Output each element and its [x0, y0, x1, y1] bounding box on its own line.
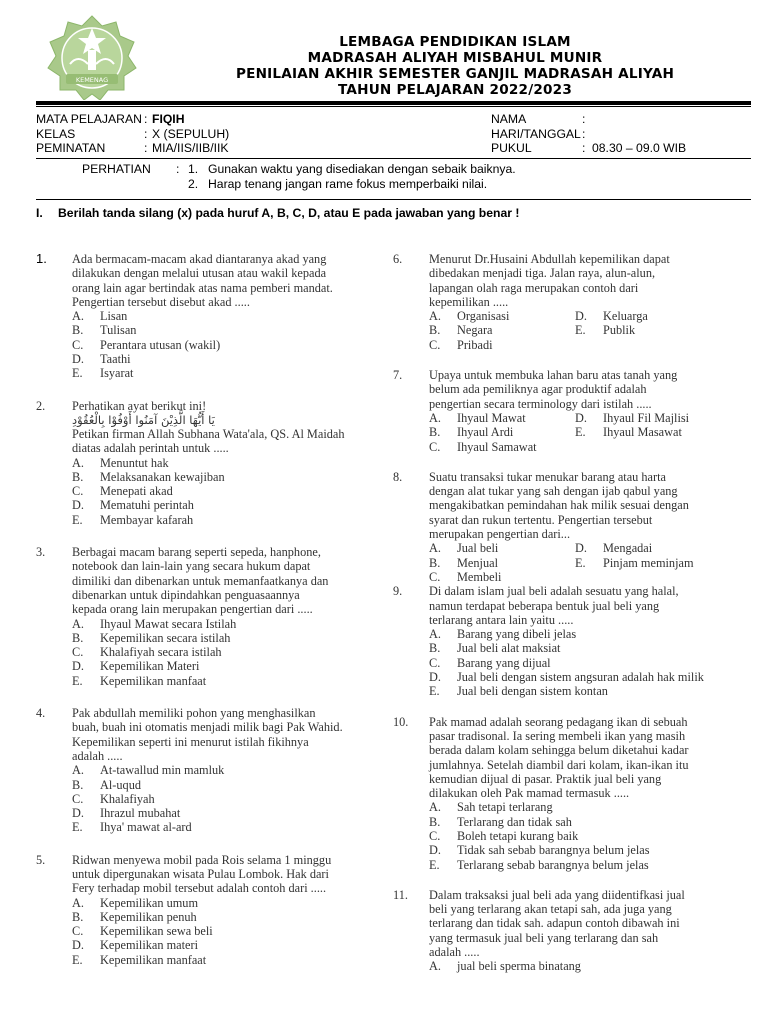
option-letter: C.	[429, 337, 441, 352]
question-text	[429, 470, 765, 541]
option-letter: A.	[429, 800, 441, 815]
info-label: MATA PELAJARAN	[36, 112, 142, 126]
question-line: mengakibatkan pemindahan hak milik sesuai dengan	[429, 498, 689, 513]
info-row-name	[491, 112, 686, 127]
option-text: Isyarat	[100, 366, 134, 381]
option-row	[429, 556, 765, 570]
option-text: Ihyaul Fil Majlisi	[603, 410, 690, 425]
option-e[interactable]	[72, 674, 386, 688]
question-11	[393, 888, 765, 974]
question-text	[72, 706, 386, 763]
option-letter: A.	[72, 616, 84, 631]
question-line: dilakukan dengan melalui utusan atau wakil kepada	[72, 266, 327, 281]
question-line: lapangan olah raga merupakan contoh dari	[429, 280, 639, 295]
option-text: Al-uqud	[100, 777, 141, 792]
option-b[interactable]	[429, 323, 575, 337]
option-b[interactable]	[72, 910, 386, 924]
option-b[interactable]	[429, 556, 575, 570]
info-sep: :	[144, 112, 148, 126]
option-letter: D.	[575, 541, 587, 556]
option-c[interactable]	[429, 338, 575, 352]
arabic-verse: يَا أَيُّهَا الَّذِيْنَ آمَنُوا أَوْفُوْا بِالْعُقُوْدِ	[72, 412, 215, 427]
info-sep: :	[582, 141, 586, 155]
header-line-3: PENILAIAN AKHIR SEMESTER GANJIL MADRASAH ALIYAH	[235, 66, 675, 82]
question-line: berada dalam kolam sehingga belum diketahui kadar	[429, 743, 689, 758]
option-d[interactable]	[72, 352, 386, 366]
option-text: Barang yang dijual	[457, 655, 551, 670]
question-text	[429, 368, 765, 411]
info-value-time: 08.30 – 09.0 WIB	[592, 141, 687, 155]
option-text: Ihyaul Masawat	[603, 425, 682, 440]
notice-num: 2.	[188, 176, 199, 191]
info-label: NAMA	[491, 112, 527, 126]
option-letter: E.	[575, 555, 586, 570]
question-line: Upaya untuk membuka lahan baru atas tanah yang	[429, 368, 678, 383]
option-letter: B.	[72, 469, 84, 484]
question-line: belum ada pemiliknya agar produktif adalah	[429, 382, 647, 397]
option-d[interactable]	[72, 498, 386, 512]
option-a[interactable]	[429, 541, 575, 555]
option-letter: A.	[429, 410, 441, 425]
notice-num: 1.	[188, 162, 199, 176]
question-line: dilakukan oleh Pak mamad termasuk .....	[429, 786, 630, 801]
exam-info-right	[491, 112, 686, 156]
option-text: Kepemilikan manfaat	[100, 952, 207, 967]
option-b[interactable]	[72, 323, 386, 337]
question-number: 1.	[36, 251, 47, 266]
question-line: kemudian dijual di pasar. Praktik jual beli yang	[429, 771, 662, 786]
option-e[interactable]	[72, 953, 386, 967]
option-letter: E.	[575, 425, 586, 440]
option-letter: E.	[72, 673, 83, 688]
question-line: orang lain agar bertindak atas nama pemberi mandat.	[72, 280, 333, 295]
option-e[interactable]	[429, 684, 765, 698]
question-number: 6.	[393, 252, 403, 266]
option-d[interactable]	[429, 843, 765, 857]
question-7	[393, 368, 765, 454]
option-a[interactable]	[72, 763, 386, 777]
option-row	[429, 323, 765, 337]
notice-label: PERHATIAN	[82, 162, 151, 176]
question-number: 11.	[393, 887, 408, 902]
option-letter: A.	[429, 541, 441, 556]
option-c[interactable]	[429, 440, 575, 454]
option-text: Kepemilikan materi	[100, 938, 198, 953]
info-value-major: MIA/IIS/IIB/IIK	[152, 141, 229, 155]
question-line: Suatu transaksi tukar menukar barang atau harta	[429, 469, 666, 484]
question-line: Berbagai macam barang seperti sepeda, hanphone,	[72, 545, 321, 560]
question-line: dibedakan menjadi tiga. Jalan raya, alun-alun,	[429, 266, 656, 281]
notice-text: Gunakan waktu yang disediakan dengan sebaik baiknya.	[208, 162, 516, 176]
question-10	[393, 715, 765, 872]
option-d[interactable]	[575, 541, 721, 555]
question-line: adalah .....	[429, 945, 480, 960]
option-letter: A.	[72, 763, 84, 778]
option-letter: C.	[72, 645, 84, 660]
question-text-continued	[72, 427, 386, 456]
option-row	[429, 425, 765, 439]
info-row-class	[36, 127, 229, 142]
option-letter: E.	[72, 952, 83, 967]
option-letter: B.	[72, 777, 84, 792]
option-e[interactable]	[429, 858, 765, 872]
question-number: 9.	[393, 584, 403, 599]
question-line: syarat dan rukun tertentu. Pengertian tersebut	[429, 512, 653, 527]
option-text: Melaksanakan kewajiban	[100, 469, 225, 484]
option-letter: C.	[429, 569, 441, 584]
option-d[interactable]	[575, 411, 721, 425]
question-line: namun terdapat beberapa bentuk jual beli yang	[429, 598, 660, 613]
option-a[interactable]	[72, 309, 386, 323]
section-number: I.	[36, 206, 43, 220]
option-e[interactable]	[72, 366, 386, 380]
question-line: yang termasuk jual beli yang terlarang dan sah	[429, 930, 659, 945]
option-c[interactable]	[429, 829, 765, 843]
option-text: Lisan	[100, 309, 128, 324]
question-number: 2.	[36, 398, 46, 413]
option-row	[429, 338, 765, 352]
option-c[interactable]	[72, 338, 386, 352]
option-row	[429, 411, 765, 425]
option-text: jual beli sperma binatang	[457, 959, 581, 974]
question-line: Pak mamad adalah seorang pedagang ikan di sebuah	[429, 714, 688, 729]
question-line: Kepemilikan seperti ini menurut istilah fikihnya	[72, 734, 309, 749]
question-line: Ada bermacam-macam akad diantaranya akad yang	[72, 252, 327, 266]
option-text: Jual beli dengan sistem angsuran adalah hak milik	[457, 670, 704, 685]
info-row-subject	[36, 112, 229, 127]
question-number: 4.	[36, 706, 46, 721]
question-line: diatas adalah perintah untuk .....	[72, 441, 229, 456]
option-text: Ihrazul mubahat	[100, 806, 181, 821]
question-line: pasar tradisonal. Ia sering membeli ikan yang masih	[429, 728, 686, 743]
option-letter: D.	[429, 670, 441, 685]
option-b[interactable]	[429, 425, 575, 439]
option-letter: B.	[72, 323, 84, 338]
option-text: Ihyaul Mawat	[457, 410, 526, 425]
option-c[interactable]	[429, 570, 575, 584]
question-text	[429, 584, 765, 627]
option-letter: E.	[72, 366, 83, 381]
question-line: Di dalam islam jual beli adalah sesuatu yang halal,	[429, 584, 679, 599]
notice-text: Harap tenang jangan rame fokus memperbaiki nilai.	[208, 176, 488, 191]
madrasah-logo	[44, 14, 140, 100]
option-letter: E.	[72, 820, 83, 835]
info-sep: :	[144, 126, 148, 141]
question-text	[72, 399, 386, 413]
option-text: Ihya' mawat al-ard	[100, 820, 192, 835]
logo-text: KEMENAG	[75, 76, 109, 84]
header-line-1: LEMBAGA PENDIDIKAN ISLAM	[339, 34, 571, 50]
info-row-major	[36, 141, 229, 156]
info-divider	[36, 158, 751, 159]
option-letter: D.	[72, 498, 84, 513]
option-text: Tidak sah sebab barangnya belum jelas	[457, 843, 650, 858]
header-divider-thin	[36, 106, 751, 107]
option-text: Kepemilikan penuh	[100, 909, 197, 924]
question-text	[72, 853, 386, 896]
option-letter: D.	[72, 938, 84, 953]
option-letter: C.	[72, 484, 84, 499]
option-c[interactable]	[72, 484, 386, 498]
notice-block	[82, 162, 516, 191]
option-b[interactable]	[72, 631, 386, 645]
question-number: 7.	[393, 368, 403, 383]
question-5	[36, 853, 386, 967]
option-text: Keluarga	[603, 309, 648, 324]
option-letter: E.	[72, 512, 83, 527]
question-line: buah, buah ini otomatis menjadi milik bagi Pak Wahid.	[72, 720, 343, 735]
info-label: PEMINATAN	[36, 141, 106, 155]
option-letter: B.	[72, 630, 84, 645]
option-text: Menuntut hak	[100, 455, 169, 470]
question-line: beli yang terlarang akan tetapi sah, ada juga yang	[429, 902, 672, 917]
info-value-class: X (SEPULUH)	[152, 126, 230, 141]
question-text	[429, 252, 765, 309]
option-text: Membeli	[457, 569, 502, 584]
option-letter: E.	[429, 684, 440, 699]
header-line-2: MADRASAH ALIYAH MISBAHUL MUNIR	[307, 50, 603, 66]
option-letter: C.	[72, 337, 84, 352]
question-line: Dalam traksaksi jual beli ada yang diidentifkasi jual	[429, 887, 685, 902]
questions-left-column	[36, 252, 386, 967]
option-d[interactable]	[72, 938, 386, 952]
option-text: Membayar kafarah	[100, 512, 194, 527]
option-letter: C.	[72, 924, 84, 939]
section-instruction	[36, 206, 519, 220]
option-a[interactable]	[429, 800, 765, 814]
info-sep: :	[582, 112, 586, 126]
question-line: Ridwan menyewa mobil pada Rois selama 1 minggu	[72, 852, 332, 867]
question-number: 10.	[393, 714, 409, 729]
option-letter: C.	[72, 791, 84, 806]
option-letter: A.	[72, 309, 84, 324]
option-d[interactable]	[575, 309, 721, 323]
question-line: kepemilikan .....	[429, 294, 509, 309]
question-line: merupakan pengertian dari...	[429, 527, 571, 542]
option-text: Khalafiyah	[100, 791, 155, 806]
school-header	[150, 34, 760, 98]
question-8	[393, 470, 765, 584]
option-c[interactable]	[429, 656, 765, 670]
question-line: Pengertian tersebut disebut akad .....	[72, 294, 250, 309]
option-a[interactable]	[72, 617, 386, 631]
option-letter: D.	[72, 352, 84, 367]
question-text	[429, 715, 765, 801]
option-text: Mematuhi perintah	[100, 498, 194, 513]
option-text: Jual beli	[457, 541, 499, 556]
info-row-date	[491, 127, 686, 142]
option-a[interactable]	[429, 627, 765, 641]
option-letter: D.	[575, 410, 587, 425]
option-text: Taathi	[100, 352, 131, 367]
option-letter: C.	[429, 655, 441, 670]
question-line: dibenarkan untuk dipindahkan penguasaannya	[72, 587, 300, 602]
option-e[interactable]	[72, 820, 386, 834]
option-text: Kepemilikan sewa beli	[100, 924, 213, 939]
info-value-subject: FIQIH	[152, 112, 185, 126]
question-number: 3.	[36, 545, 46, 560]
question-2	[36, 399, 386, 527]
option-letter: D.	[72, 659, 84, 674]
question-number: 5.	[36, 852, 46, 867]
option-text: Perantara utusan (wakil)	[100, 337, 221, 352]
option-row	[429, 541, 765, 555]
info-sep: :	[582, 126, 586, 141]
option-row	[429, 440, 765, 454]
option-e[interactable]	[72, 513, 386, 527]
question-line: untuk dipergunakan wisata Pulau Lombok. Hak dari	[72, 866, 329, 881]
option-text: Pinjam meminjam	[603, 555, 694, 570]
option-text: Kepemilikan secara istilah	[100, 630, 231, 645]
question-line: pengertian secara terminology dari istilah .....	[429, 396, 652, 411]
option-letter: B.	[429, 641, 441, 656]
instruction-text: Berilah tanda silang (x) pada huruf A, B, C, D, atau E pada jawaban yang benar !	[58, 206, 520, 220]
option-c[interactable]	[72, 645, 386, 659]
option-b[interactable]	[429, 815, 765, 829]
notice-sep: :	[176, 162, 180, 176]
option-letter: C.	[429, 828, 441, 843]
option-letter: A.	[429, 959, 441, 974]
question-6	[393, 252, 765, 352]
option-e[interactable]	[575, 323, 721, 337]
option-text: Kepemilikan manfaat	[100, 673, 207, 688]
option-b[interactable]	[72, 470, 386, 484]
option-text: Mengadai	[603, 541, 653, 556]
option-letter: B.	[429, 814, 441, 829]
option-text: Terlarang sebab barangnya belum jelas	[457, 857, 649, 872]
notice-row-1	[82, 162, 516, 177]
question-line: dimiliki dan dibenarkan untuk memanfaatkanya dan	[72, 573, 329, 588]
question-line: jumlahnya. Setelah diambil dari kolam, ikan-ikan itu	[429, 757, 689, 772]
option-a[interactable]	[429, 411, 575, 425]
question-1	[36, 252, 386, 381]
option-letter: A.	[429, 309, 441, 324]
option-text: Kepemilikan umum	[100, 895, 199, 910]
option-row	[429, 309, 765, 323]
option-e[interactable]	[575, 556, 721, 570]
option-letter: B.	[72, 909, 84, 924]
option-text: Jual beli dengan sistem kontan	[457, 684, 608, 699]
option-a[interactable]	[72, 896, 386, 910]
option-text: Boleh tetapi kurang baik	[457, 828, 579, 843]
info-sep: :	[144, 141, 148, 155]
info-label: PUKUL	[491, 141, 532, 155]
option-text: Pribadi	[457, 337, 493, 352]
option-letter: D.	[72, 806, 84, 821]
option-letter: B.	[429, 323, 441, 338]
option-letter: C.	[429, 439, 441, 454]
option-a[interactable]	[429, 309, 575, 323]
header-line-4: TAHUN PELAJARAN 2022/2023	[337, 82, 572, 98]
question-line: terlarang dan tidak sah. adapun contoh dibawah ini	[429, 916, 680, 931]
option-text: Barang yang dibeli jelas	[457, 627, 577, 642]
question-4	[36, 706, 386, 835]
option-a[interactable]	[429, 959, 765, 973]
question-line: Fery terhadap mobil tersebut adalah contoh dari .....	[72, 881, 327, 896]
option-c[interactable]	[72, 792, 386, 806]
question-line: Pak abdullah memiliki pohon yang menghasilkan	[72, 706, 316, 721]
option-text: Kepemilikan Materi	[100, 659, 200, 674]
option-text: Organisasi	[457, 309, 510, 324]
option-text: Ihyaul Ardi	[457, 425, 514, 440]
option-text: Terlarang dan tidak sah	[457, 814, 572, 829]
question-text	[72, 252, 386, 309]
option-d[interactable]	[72, 659, 386, 673]
question-line: adalah .....	[72, 748, 123, 763]
info-label: KELAS	[36, 126, 76, 141]
option-text: At-tawallud min mamluk	[100, 763, 225, 778]
option-d[interactable]	[72, 806, 386, 820]
option-letter: B.	[429, 425, 441, 440]
header-divider	[36, 101, 751, 105]
question-line: Menurut Dr.Husaini Abdullah kepemilikan dapat	[429, 252, 670, 266]
option-text: Menjual	[457, 555, 498, 570]
option-text: Khalafiyah secara istilah	[100, 645, 222, 660]
option-letter: D.	[429, 843, 441, 858]
option-text: Publik	[603, 323, 636, 338]
notice-divider	[36, 199, 751, 200]
questions-right-column	[393, 252, 765, 974]
option-letter: A.	[72, 895, 84, 910]
option-text: Negara	[457, 323, 493, 338]
question-line: notebook dan lain-lain yang secara hukum dapat	[72, 559, 311, 574]
question-line: Petikan firman Allah Subhana Wata'ala, QS. Al Maidah	[72, 426, 345, 441]
option-letter: E.	[429, 857, 440, 872]
option-b[interactable]	[72, 778, 386, 792]
option-b[interactable]	[429, 641, 765, 655]
question-number: 8.	[393, 469, 403, 484]
option-e[interactable]	[575, 425, 721, 439]
question-line: kepada orang lain merupakan pengertian dari .....	[72, 602, 313, 617]
option-text: Tulisan	[100, 323, 137, 338]
info-label: HARI/TANGGAL	[491, 126, 581, 141]
question-line: dengan alat tukar yang sah dengan ijab qabul yang	[429, 484, 678, 499]
question-line: Perhatikan ayat berikut ini!	[72, 398, 207, 413]
option-row	[429, 570, 765, 584]
option-c[interactable]	[72, 924, 386, 938]
question-text	[72, 545, 386, 616]
option-text: Menepati akad	[100, 484, 173, 499]
info-row-time	[491, 141, 686, 156]
option-letter: A.	[429, 627, 441, 642]
option-text: Jual beli alat maksiat	[457, 641, 561, 656]
option-a[interactable]	[72, 456, 386, 470]
option-letter: A.	[72, 455, 84, 470]
option-d[interactable]	[429, 670, 765, 684]
question-text	[429, 888, 765, 959]
option-text: Ihyaul Mawat secara Istilah	[100, 616, 237, 631]
option-text: Ihyaul Samawat	[457, 439, 537, 454]
notice-row-2	[82, 177, 516, 192]
option-text: Sah tetapi terlarang	[457, 800, 553, 815]
option-letter: E.	[575, 323, 586, 338]
option-letter: D.	[575, 309, 587, 324]
question-9	[393, 584, 765, 698]
exam-info-left	[36, 112, 229, 156]
question-3	[36, 545, 386, 688]
question-line: terlarang antara lain yaitu .....	[429, 612, 574, 627]
option-letter: B.	[429, 555, 441, 570]
